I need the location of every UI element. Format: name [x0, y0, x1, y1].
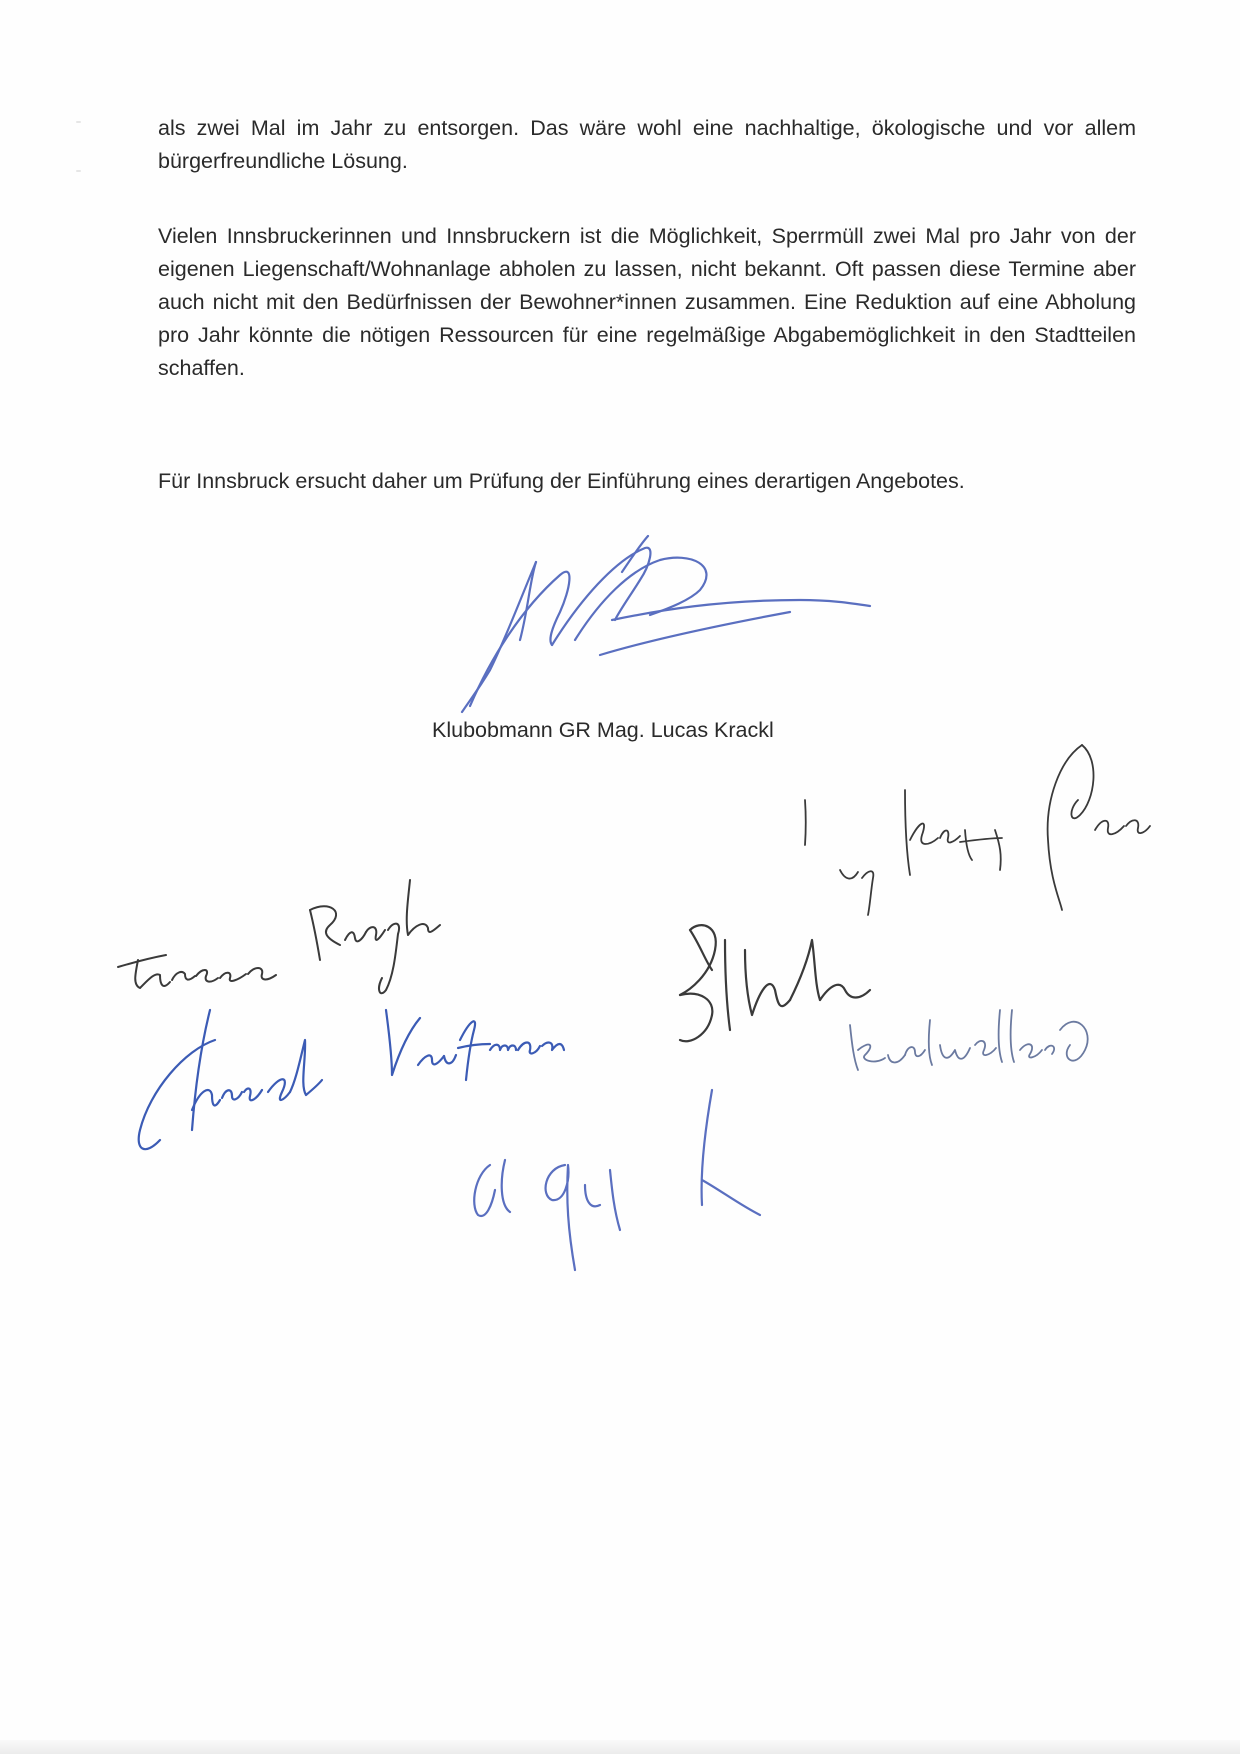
signature-top-right	[805, 745, 1150, 915]
signatory-name: Klubobmann GR Mag. Lucas Krackl	[432, 718, 774, 742]
scan-artifact	[76, 121, 81, 123]
signature-theresa	[118, 880, 440, 993]
body-paragraph-1: als zwei Mal im Jahr zu entsorgen. Das wäre wohl eine nachhaltige, ökologische und vor allem bürgerfreundliche Lösung.	[158, 116, 1136, 173]
body-paragraph-2: Vielen Innsbruckerinnen und Innsbruckern ist die Möglichkeit, Sperrmüll zwei Mal pro Jahr von der eigenen Liegenschaft/Wohnanlage abholen zu lassen, nicht bekannt. Oft passen diese Termine aber auch nicht mit den Bedürfnissen der Bewohner*innen zusammen. Eine Reduktion auf eine Abholung pro Jahr könnte die nötigen Ressourcen für eine regelmäßige Abgabemöglichkeit in den Stadtteilen schaffen.	[158, 224, 1136, 380]
body-paragraph-3: Für Innsbruck ersucht daher um Prüfung der Einführung eines derartigen Angebotes.	[158, 469, 965, 493]
scan-artifact	[76, 170, 81, 172]
signature-kaufmann	[139, 1010, 564, 1149]
signature-initials	[474, 1090, 760, 1270]
signature-center-dark	[680, 925, 870, 1041]
signature-wallasch	[850, 1010, 1088, 1070]
page-bottom-edge	[0, 1740, 1240, 1754]
signature-krackl	[462, 536, 870, 712]
